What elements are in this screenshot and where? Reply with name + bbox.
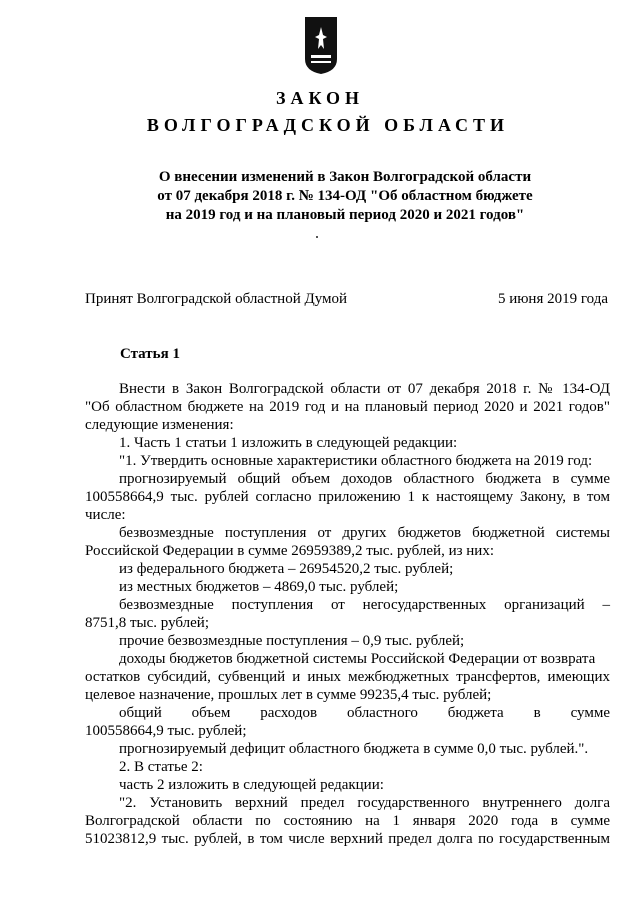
body-line: Волгоградской области по состоянию на 1 января 2020 года в сумме (85, 813, 610, 829)
body-line: прочие безвозмездные поступления – 0,9 тыс. рублей; (119, 633, 465, 649)
body-line: доходы бюджетов бюджетной системы Российской Федерации от возврата (119, 651, 596, 667)
body-line: безвозмездные поступления от других бюджетов бюджетной системы (119, 525, 610, 541)
law-title-line: от 07 декабря 2018 г. № 134-ОД "Об областном бюджете (157, 188, 533, 204)
article-heading: Статья 1 (120, 346, 180, 362)
body-line: из местных бюджетов – 4869,0 тыс. рублей; (119, 579, 399, 595)
body-line: целевое назначение, прошлых лет в сумме 99235,4 тыс. рублей; (85, 687, 492, 703)
coat-of-arms-icon (303, 15, 339, 75)
body-line: 2. В статье 2: (119, 759, 203, 775)
law-title (0, 168, 640, 225)
body-line: 8751,8 тыс. рублей; (85, 615, 209, 631)
body-line: общий объем расходов областного бюджета в сумме (119, 705, 610, 721)
body-line: 100558664,9 тыс. рублей; (85, 723, 247, 739)
body-line: "1. Утвердить основные характеристики областного бюджета на 2019 год: (119, 453, 593, 469)
body-line: Внести в Закон Волгоградской области от 07 декабря 2018 г. № 134-ОД (119, 381, 610, 397)
law-title-line: на 2019 год и на плановый период 2020 и 2021 годов" (165, 207, 525, 223)
body-line: остатков субсидий, субвенций и иных межбюджетных трансфертов, имеющих (85, 669, 610, 685)
body-line: 1. Часть 1 статьи 1 изложить в следующей редакции: (119, 435, 458, 451)
body-line: Российской Федерации в сумме 26959389,2 тыс. рублей, из них: (85, 543, 494, 559)
region-heading: ВОЛГОГРАДСКОЙ ОБЛАСТИ (146, 115, 510, 135)
body-line: "Об областном бюджете на 2019 год и на плановый период 2020 и 2021 годов" (85, 399, 610, 415)
body-line: часть 2 изложить в следующей редакции: (119, 777, 384, 793)
body-line: прогнозируемый дефицит областного бюджета в сумме 0,0 тыс. рублей.". (119, 741, 589, 757)
body-line: следующие изменения: (85, 417, 234, 433)
body-line: прогнозируемый общий объем доходов областного бюджета в сумме (119, 471, 610, 487)
body-line: числе: (85, 507, 126, 523)
body-line: "2. Установить верхний предел государственного внутреннего долга (119, 795, 610, 811)
law-title-line: О внесении изменений в Закон Волгоградской области (158, 169, 532, 185)
body-line: безвозмездные поступления от негосударственных организаций – (119, 597, 610, 613)
adoption-date: 5 июня 2019 года (497, 291, 608, 307)
scan-dot (316, 236, 318, 238)
body-line: 51023812,9 тыс. рублей, в том числе верхний предел долга по государственным (85, 831, 610, 847)
body-line: 100558664,9 тыс. рублей согласно приложению 1 к настоящему Закону, в том (85, 489, 610, 505)
adopted-by: Принят Волгоградской областной Думой (85, 291, 348, 307)
law-heading: ЗАКОН (275, 88, 365, 108)
body-line: из федерального бюджета – 26954520,2 тыс. рублей; (119, 561, 454, 577)
